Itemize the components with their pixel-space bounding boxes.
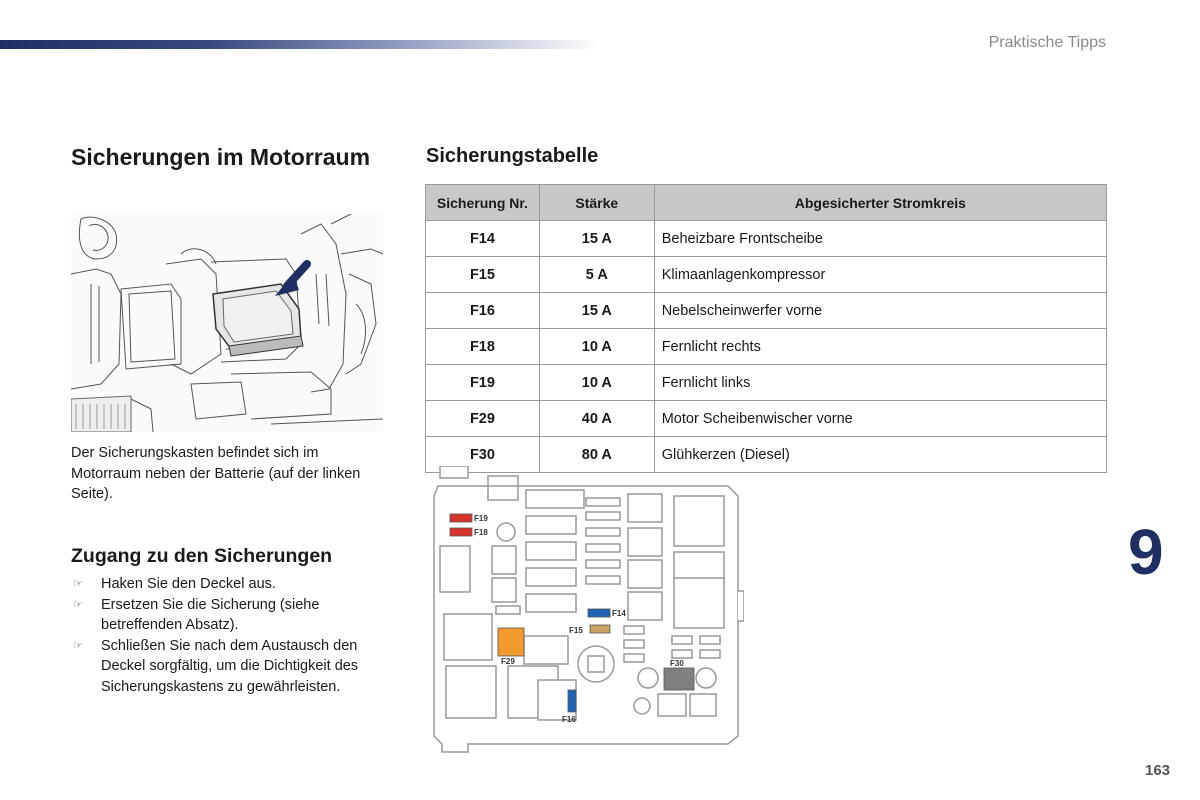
hand-pointer-icon: ☞ (73, 639, 83, 652)
fuse-circuit: Nebelscheinwerfer vorne (654, 293, 1106, 329)
fuse-number: F14 (426, 221, 540, 257)
table-row (426, 365, 1107, 401)
fuse-circuit: Fernlicht rechts (654, 329, 1106, 365)
fuse-rating: 15 A (539, 293, 654, 329)
list-item (71, 595, 391, 636)
label-f29: F29 (501, 657, 515, 666)
table-row (426, 293, 1107, 329)
page-number: 163 (1145, 762, 1171, 779)
fuse-f14-marker (588, 609, 610, 617)
fuse-rating: 10 A (539, 329, 654, 365)
label-f30: F30 (670, 659, 684, 668)
fuse-f30-marker (664, 668, 694, 690)
fusebox-location-text: Der Sicherungskasten befindet sich im Motorraum neben der Batterie (auf der linken Seite). (71, 445, 361, 502)
header-accent-bar (0, 40, 600, 49)
fuse-f15-marker (590, 625, 610, 633)
fuse-number: F16 (426, 293, 540, 329)
fuse-number: F18 (426, 329, 540, 365)
access-steps-list (71, 574, 391, 697)
table-title: Sicherungstabelle (426, 145, 599, 167)
fuse-rating: 15 A (539, 221, 654, 257)
label-f19: F19 (474, 514, 488, 523)
access-title: Zugang zu den Sicherungen (71, 545, 333, 567)
fuse-f18-marker (450, 528, 472, 536)
fuse-circuit: Motor Scheibenwischer vorne (654, 401, 1106, 437)
fuse-f29-marker (498, 628, 524, 656)
fuse-circuit: Klimaanlagenkompressor (654, 257, 1106, 293)
chapter-number: 9 (1128, 516, 1163, 588)
fuse-rating: 80 A (539, 437, 654, 473)
fuse-rating: 40 A (539, 401, 654, 437)
fuse-number: F15 (426, 257, 540, 293)
header-circuit: Abgesicherter Stromkreis (654, 185, 1106, 221)
hand-pointer-icon: ☞ (73, 598, 83, 611)
fuse-f19-marker (450, 514, 472, 522)
section-label: Praktische Tipps (988, 34, 1106, 51)
table-header-row (426, 185, 1107, 221)
header-rating: Stärke (539, 185, 654, 221)
page-title: Sicherungen im Motorraum (71, 144, 371, 170)
table-row (426, 257, 1107, 293)
engine-bay-illustration (71, 214, 383, 432)
fuse-rating: 5 A (539, 257, 654, 293)
fuse-circuit: Glühkerzen (Diesel) (654, 437, 1106, 473)
header-fuse-number: Sicherung Nr. (426, 185, 540, 221)
fuse-circuit: Fernlicht links (654, 365, 1106, 401)
fuse-rating: 10 A (539, 365, 654, 401)
fusebox-diagram (428, 466, 744, 754)
step-text: Ersetzen Sie die Sicherung (siehe betreffenden Absatz). (101, 596, 320, 633)
label-f16: F16 (562, 715, 576, 724)
step-text: Haken Sie den Deckel aus. (101, 576, 276, 592)
label-f15: F15 (569, 626, 583, 635)
step-text: Schließen Sie nach dem Austausch den Deckel sorgfältig, um die Dichtigkeit des Sicherungskastens zu gewährleisten. (101, 637, 359, 695)
fuse-table (425, 184, 1107, 473)
fuse-number: F29 (426, 401, 540, 437)
list-item (71, 574, 391, 595)
table-row (426, 221, 1107, 257)
fuse-f16-marker (568, 690, 576, 712)
hand-pointer-icon: ☞ (73, 578, 83, 590)
table-row (426, 329, 1107, 365)
label-f18: F18 (474, 528, 488, 537)
fuse-number: F30 (426, 437, 540, 473)
table-row (426, 401, 1107, 437)
list-item (71, 636, 391, 698)
fuse-number: F19 (426, 365, 540, 401)
fuse-circuit: Beheizbare Frontscheibe (654, 221, 1106, 257)
label-f14: F14 (612, 609, 626, 618)
